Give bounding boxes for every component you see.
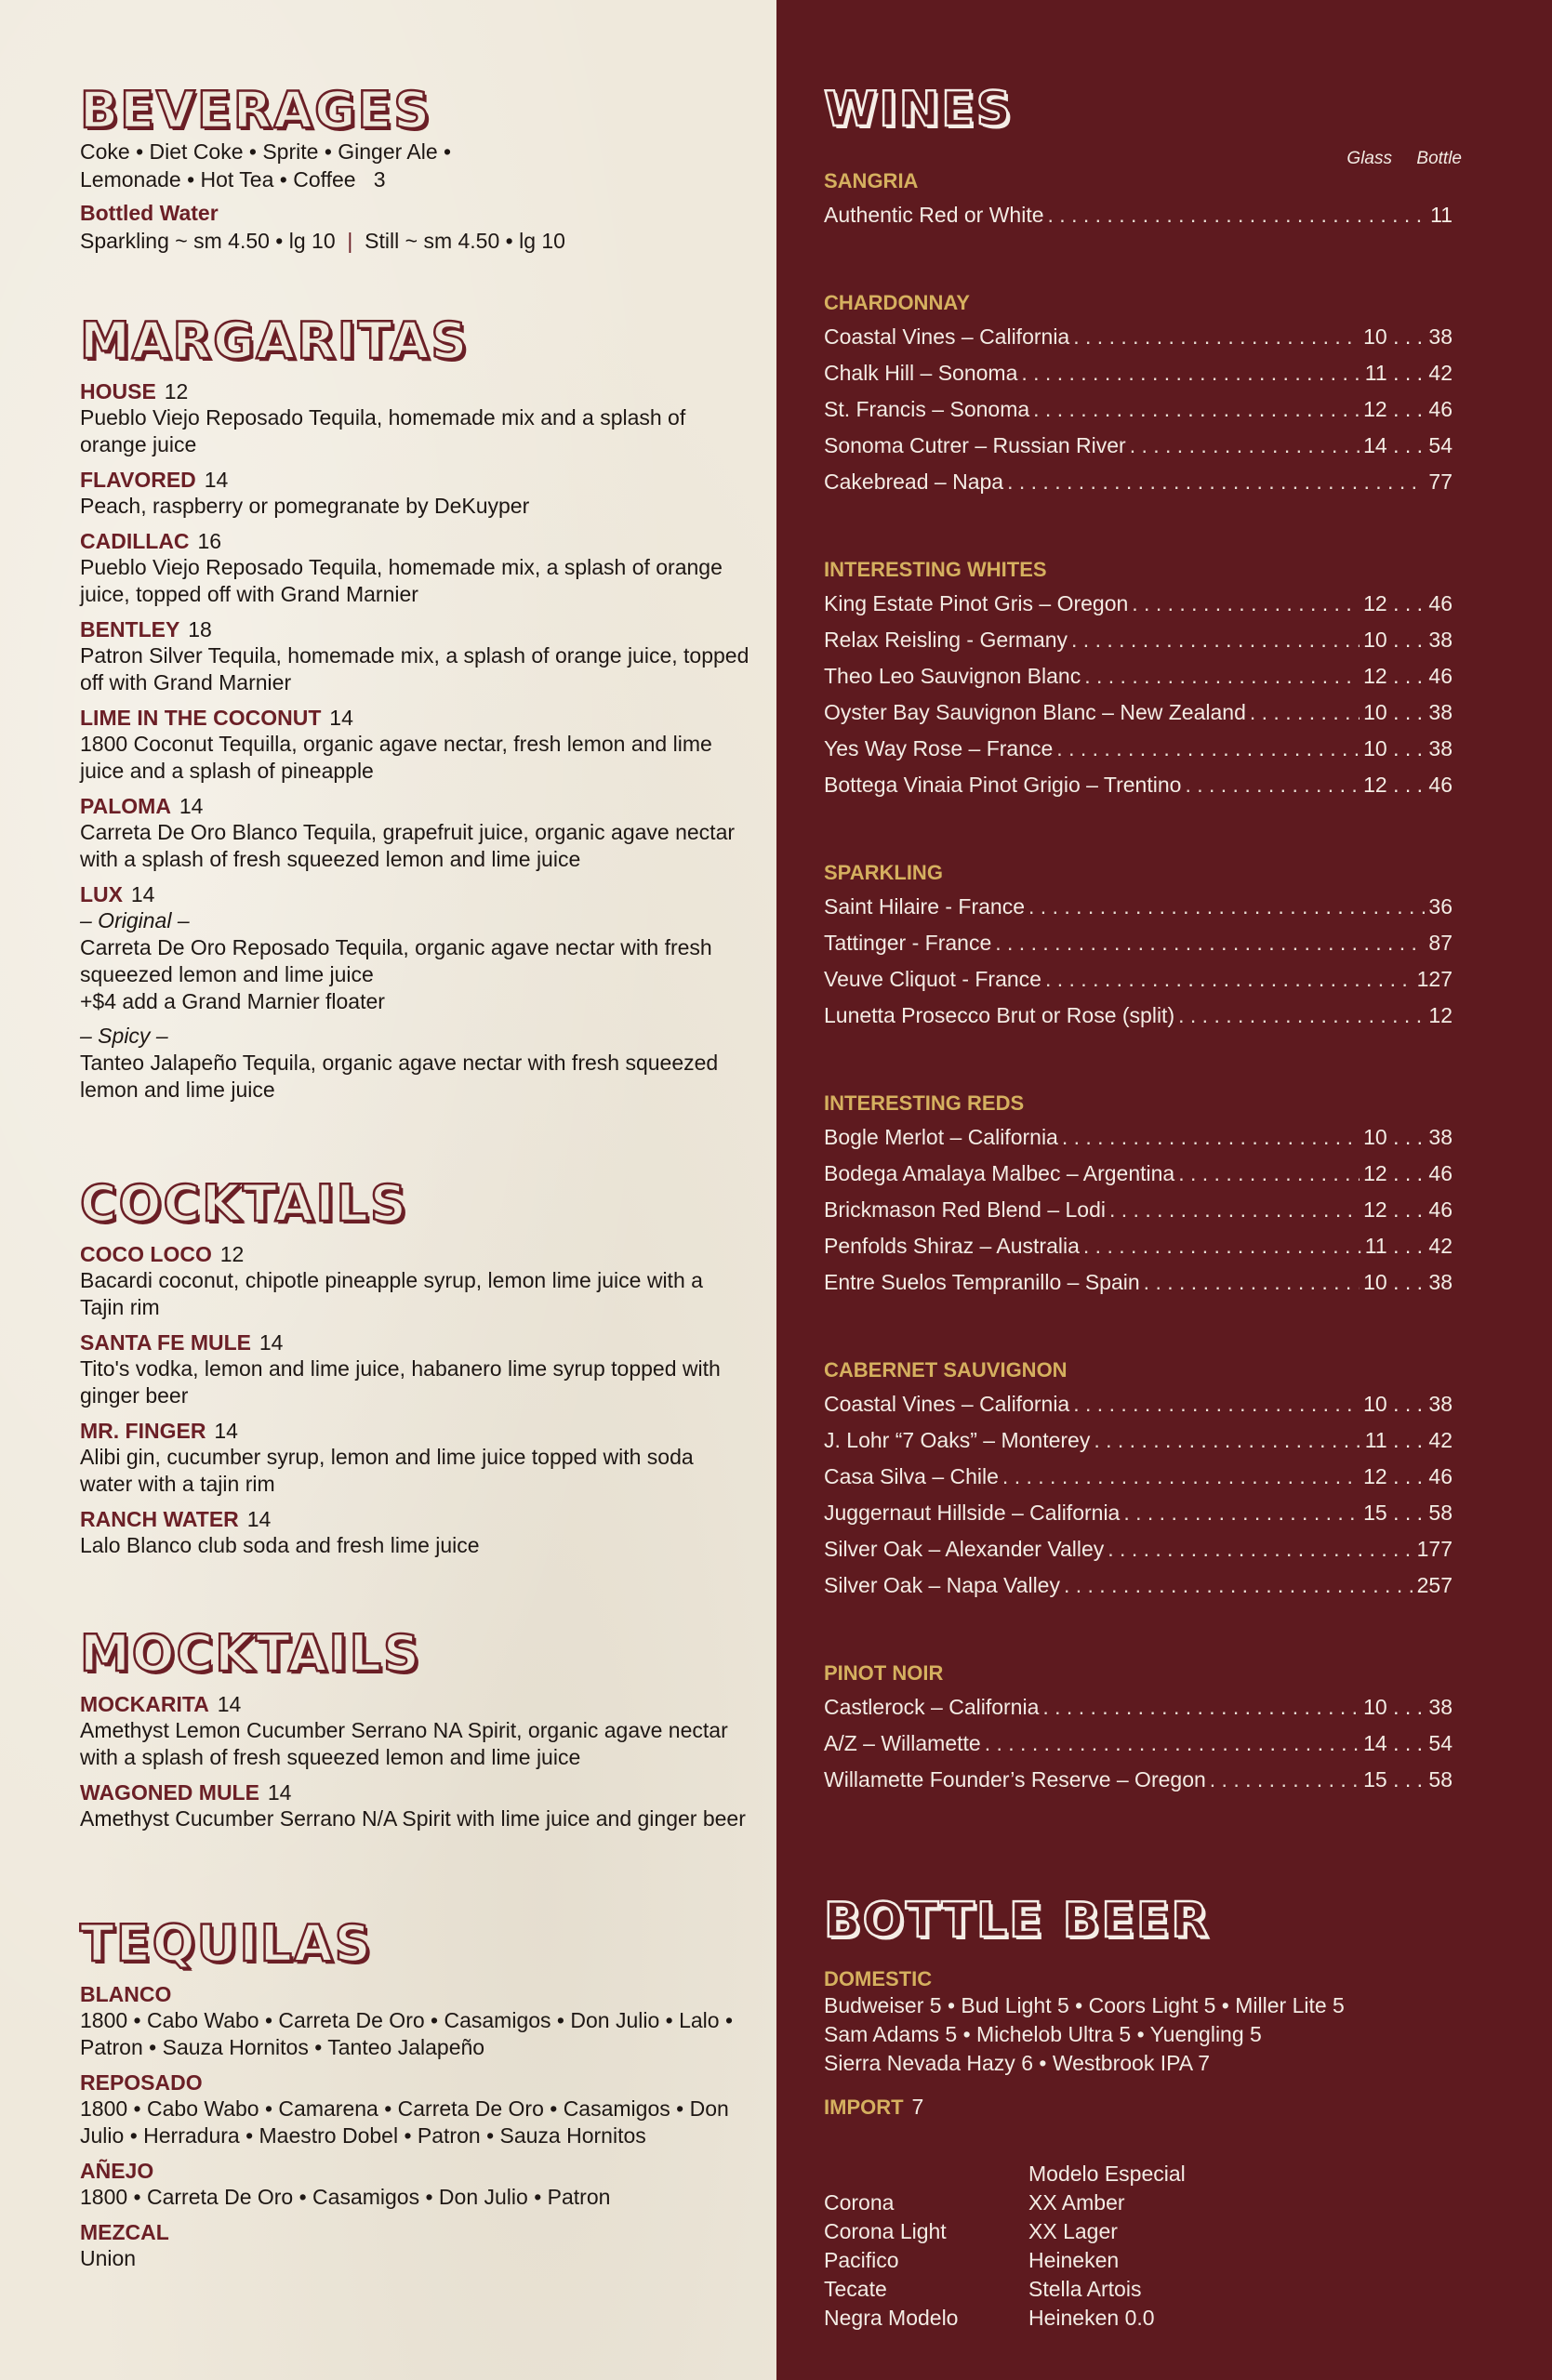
glass-label: Glass xyxy=(1346,149,1392,168)
wine-name: Veuve Cliquot - France xyxy=(824,967,1041,991)
item-description: Patron Silver Tequila, homemade mix, a splash of orange juice, topped off with Grand Marnier xyxy=(80,643,749,694)
wine-row xyxy=(824,925,1453,961)
wine-row xyxy=(824,1726,1453,1762)
wine-prices: 14 . . . 54 xyxy=(1363,433,1453,457)
menu-item-a-ejo xyxy=(80,2159,749,2211)
wine-section-interesting-reds xyxy=(824,1091,1453,1301)
wine-category-heading: CHARDONNAY xyxy=(824,291,970,314)
dot-leader xyxy=(1083,1228,1361,1264)
margaritas-title: MARGARITAS xyxy=(80,311,470,370)
item-description: Lalo Blanco club soda and fresh lime juice xyxy=(80,1533,480,1557)
wine-name: Penfolds Shiraz – Australia xyxy=(824,1234,1080,1258)
dot-leader xyxy=(1028,889,1425,925)
dot-leader xyxy=(1178,1156,1360,1192)
item-description: Pueblo Viejo Reposado Tequila, homemade mix, a splash of orange juice, topped off with Grand Marnier xyxy=(80,555,723,606)
lux-spicy-label: – Spicy – xyxy=(80,1024,168,1048)
dot-leader xyxy=(1064,1567,1413,1604)
wine-prices: 12 . . . 46 xyxy=(1363,1161,1453,1185)
wine-name: Chalk Hill – Sonoma xyxy=(824,361,1018,385)
item-description: Bacardi coconut, chipotle pineapple syrup, lemon lime juice with a Tajin rim xyxy=(80,1268,703,1319)
wine-row xyxy=(824,1422,1453,1459)
item-name: REPOSADO xyxy=(80,2070,203,2095)
item-price: 12 xyxy=(219,1242,245,1266)
tequilas-title: TEQUILAS xyxy=(80,1914,373,1973)
wine-prices: 10 . . . 38 xyxy=(1363,736,1453,760)
wine-name: Brickmason Red Blend – Lodi xyxy=(824,1197,1106,1222)
menu-item-mezcal xyxy=(80,2220,749,2272)
import-beer: Modelo Especial xyxy=(1028,2162,1186,2186)
beer-title: BOTTLE BEER xyxy=(824,1893,1211,1949)
dot-leader xyxy=(1185,767,1360,803)
wine-name: Tattinger - France xyxy=(824,931,992,955)
cocktails-section xyxy=(80,1175,749,1559)
dot-leader xyxy=(1250,694,1360,731)
wine-name: J. Lohr “7 Oaks” – Monterey xyxy=(824,1428,1091,1452)
wine-prices: 10 . . . 38 xyxy=(1363,324,1453,349)
wine-prices: 11 xyxy=(1430,203,1453,227)
wine-row xyxy=(824,658,1453,694)
item-name: CADILLAC xyxy=(80,529,190,553)
mocktails-section xyxy=(80,1625,749,1832)
dot-leader xyxy=(1007,464,1425,500)
wine-section-pinot-noir xyxy=(824,1661,1453,1798)
wine-section-interesting-whites xyxy=(824,558,1453,803)
item-price: 14 xyxy=(259,1330,284,1355)
dot-leader xyxy=(1084,658,1360,694)
item-description: Tito's vodka, lemon and lime juice, habanero lime syrup topped with ginger beer xyxy=(80,1356,721,1408)
wine-name: Coastal Vines – California xyxy=(824,324,1070,349)
wine-row xyxy=(824,1689,1453,1726)
wine-row xyxy=(824,889,1453,925)
item-price: 16 xyxy=(197,529,222,553)
dot-leader xyxy=(1210,1762,1360,1798)
dot-leader xyxy=(1062,1119,1360,1156)
wine-category-heading: CABERNET SAUVIGNON xyxy=(824,1358,1068,1382)
wine-row xyxy=(824,731,1453,767)
dot-leader xyxy=(1094,1422,1360,1459)
dot-leader xyxy=(985,1726,1360,1762)
wine-row xyxy=(824,694,1453,731)
item-description: Union xyxy=(80,2246,137,2270)
item-name: COCO LOCO xyxy=(80,1242,212,1266)
import-beer: Corona Light xyxy=(824,2219,947,2243)
wine-row xyxy=(824,1228,1453,1264)
item-price: 14 xyxy=(179,794,204,818)
wine-section-sparkling xyxy=(824,861,1453,1034)
water-still: Still ~ sm 4.50 • lg 10 xyxy=(365,229,565,253)
dot-leader xyxy=(1045,961,1413,998)
cocktails-title: COCKTAILS xyxy=(80,1174,408,1233)
dot-leader xyxy=(1021,355,1360,391)
item-price: 14 xyxy=(217,1692,242,1716)
wine-name: Coastal Vines – California xyxy=(824,1392,1070,1416)
wine-prices: 87 xyxy=(1428,931,1453,955)
wine-row xyxy=(824,319,1453,355)
beverages-section xyxy=(80,82,749,255)
dot-leader xyxy=(1056,731,1360,767)
wine-row xyxy=(824,961,1453,998)
item-price: 14 xyxy=(204,468,229,492)
menu-item-mr-finger xyxy=(80,1419,749,1498)
lux-original-label: – Original – xyxy=(80,908,190,932)
beverages-line2: Lemonade • Hot Tea • Coffee xyxy=(80,167,356,192)
wine-name: Authentic Red or White xyxy=(824,203,1044,227)
wine-row xyxy=(824,197,1453,233)
wine-name: A/Z – Willamette xyxy=(824,1731,981,1755)
item-price: 14 xyxy=(130,882,155,906)
wine-name: Cakebread – Napa xyxy=(824,469,1004,494)
wine-prices: 10 . . . 38 xyxy=(1363,628,1453,652)
item-name: PALOMA xyxy=(80,794,171,818)
wine-row xyxy=(824,586,1453,622)
beverages-price: 3 xyxy=(373,167,386,192)
import-beer: Heineken xyxy=(1028,2248,1120,2272)
import-price: 7 xyxy=(911,2095,924,2119)
item-name: MR. FINGER xyxy=(80,1419,206,1443)
item-description: 1800 • Cabo Wabo • Carreta De Oro • Casamigos • Don Julio • Lalo • Patron • Sauza Hornitos • Tanteo Jalapeño xyxy=(80,2008,734,2059)
wine-prices: 77 xyxy=(1428,469,1453,494)
wine-name: Bottega Vinaia Pinot Grigio – Trentino xyxy=(824,773,1182,797)
wine-prices: 11 . . . 42 xyxy=(1364,361,1453,385)
item-name: LUX xyxy=(80,882,123,906)
dot-leader xyxy=(995,925,1425,961)
item-price: 12 xyxy=(164,379,189,403)
mocktails-title: MOCKTAILS xyxy=(80,1624,421,1683)
item-name: SANTA FE MULE xyxy=(80,1330,251,1355)
dot-leader xyxy=(1109,1192,1360,1228)
wine-prices: 15 . . . 58 xyxy=(1363,1501,1453,1525)
wine-prices: 10 . . . 38 xyxy=(1363,1270,1453,1294)
beer-section xyxy=(824,1893,1462,2330)
lux-original-desc: Carreta De Oro Reposado Tequila, organic agave nectar with fresh squeezed lemon and lime juice xyxy=(80,935,712,986)
wine-name: Relax Reisling - Germany xyxy=(824,628,1068,652)
item-description: Carreta De Oro Blanco Tequila, grapefruit juice, organic agave nectar with a splash of fresh squeezed lemon and lime juice xyxy=(80,820,736,871)
wine-category-heading: PINOT NOIR xyxy=(824,1661,944,1685)
water-separator: | xyxy=(347,229,353,253)
wine-row xyxy=(824,355,1453,391)
dot-leader xyxy=(1042,1689,1360,1726)
wine-name: Bodega Amalaya Malbec – Argentina xyxy=(824,1161,1175,1185)
bottled-water-label: Bottled Water xyxy=(80,201,219,225)
import-beer: Stella Artois xyxy=(1028,2277,1142,2301)
menu-item-cadillac xyxy=(80,529,749,608)
wine-name: Saint Hilaire - France xyxy=(824,894,1026,919)
wine-category-heading: SANGRIA xyxy=(824,169,919,192)
wine-prices: 15 . . . 58 xyxy=(1363,1767,1453,1792)
wine-prices: 12 . . . 46 xyxy=(1363,1197,1453,1222)
menu-item-santa-fe-mule xyxy=(80,1330,749,1409)
dot-leader xyxy=(1048,197,1427,233)
item-price: 14 xyxy=(214,1419,238,1443)
wine-row xyxy=(824,1495,1453,1531)
menu-item-lime-in-the-coconut xyxy=(80,706,749,785)
item-name: WAGONED MULE xyxy=(80,1780,259,1805)
beverages-line1: Coke • Diet Coke • Sprite • Ginger Ale • xyxy=(80,139,452,164)
item-name: FLAVORED xyxy=(80,468,196,492)
item-description: Amethyst Lemon Cucumber Serrano NA Spirit, organic agave nectar with a splash of fresh squeezed lemon and lime juice xyxy=(80,1718,728,1769)
menu-item-ranch-water xyxy=(80,1507,749,1559)
import-beer: Heineken 0.0 xyxy=(1028,2306,1155,2330)
menu-item-blanco xyxy=(80,1982,749,2061)
wine-prices: 127 xyxy=(1416,967,1453,991)
wine-section-sangria xyxy=(824,169,1453,233)
wine-category-heading: INTERESTING WHITES xyxy=(824,558,1047,581)
wine-prices: 10 . . . 38 xyxy=(1363,1125,1453,1149)
beverages-title: BEVERAGES xyxy=(80,81,432,139)
item-name: MOCKARITA xyxy=(80,1692,209,1716)
wine-prices: 12 . . . 46 xyxy=(1363,773,1453,797)
import-beer: Corona xyxy=(824,2190,895,2215)
item-name: BLANCO xyxy=(80,1982,172,2006)
wine-row xyxy=(824,622,1453,658)
wine-prices: 12 . . . 46 xyxy=(1363,1464,1453,1488)
wine-prices: 10 . . . 38 xyxy=(1363,1392,1453,1416)
wine-name: Silver Oak – Napa Valley xyxy=(824,1573,1060,1597)
wine-prices: 257 xyxy=(1416,1573,1453,1597)
item-name: LIME IN THE COCONUT xyxy=(80,706,322,730)
wine-name: Oyster Bay Sauvignon Blanc – New Zealand xyxy=(824,700,1246,724)
domestic-beer-line: Sam Adams 5 • Michelob Ultra 5 • Yuengling 5 xyxy=(824,2022,1262,2046)
wine-name: Willamette Founder’s Reserve – Oregon xyxy=(824,1767,1206,1792)
menu-item-paloma xyxy=(80,794,749,873)
dot-leader xyxy=(1130,428,1360,464)
lux-original-addon: +$4 add a Grand Marnier floater xyxy=(80,989,385,1013)
item-name: RANCH WATER xyxy=(80,1507,239,1531)
item-price: 18 xyxy=(188,617,212,641)
dot-leader xyxy=(1033,391,1360,428)
item-price: 14 xyxy=(246,1507,272,1531)
dot-leader xyxy=(1123,1495,1360,1531)
item-description: Pueblo Viejo Reposado Tequila, homemade mix and a splash of orange juice xyxy=(80,405,686,456)
import-beer: Negra Modelo xyxy=(824,2306,959,2330)
item-description: 1800 Coconut Tequilla, organic agave nectar, fresh lemon and lime juice and a splash of pineapple xyxy=(80,732,712,783)
wine-prices: 12 . . . 46 xyxy=(1363,664,1453,688)
item-description: 1800 • Carreta De Oro • Casamigos • Don Julio • Patron xyxy=(80,2185,611,2209)
wine-name: Sonoma Cutrer – Russian River xyxy=(824,433,1126,457)
import-beer: XX Amber xyxy=(1028,2190,1125,2215)
item-name: AÑEJO xyxy=(80,2159,154,2183)
wine-row xyxy=(824,1762,1453,1798)
item-price: 14 xyxy=(267,1780,292,1805)
dot-leader xyxy=(1108,1531,1413,1567)
domestic-label: DOMESTIC xyxy=(824,1967,933,1990)
wine-row xyxy=(824,1531,1453,1567)
item-description: Amethyst Cucumber Serrano N/A Spirit with lime juice and ginger beer xyxy=(80,1806,746,1831)
dot-leader xyxy=(1073,319,1360,355)
wine-prices: 36 xyxy=(1428,894,1453,919)
wine-category-heading: SPARKLING xyxy=(824,861,943,884)
wine-name: Entre Suelos Tempranillo – Spain xyxy=(824,1270,1140,1294)
wine-name: Yes Way Rose – France xyxy=(824,736,1054,760)
import-beer: XX Lager xyxy=(1028,2219,1118,2243)
menu-item-reposado xyxy=(80,2070,749,2149)
wine-name: Castlerock – California xyxy=(824,1695,1040,1719)
wine-name: Juggernaut Hillside – California xyxy=(824,1501,1121,1525)
wine-row xyxy=(824,767,1453,803)
menu-item-lux xyxy=(80,882,749,1104)
wine-name: Theo Leo Sauvignon Blanc xyxy=(824,664,1081,688)
lux-spicy-desc: Tanteo Jalapeño Tequila, organic agave nectar with fresh squeezed lemon and lime juice xyxy=(80,1051,719,1102)
item-name: BENTLEY xyxy=(80,617,180,641)
item-description: Alibi gin, cucumber syrup, lemon and lime juice topped with soda water with a tajin rim xyxy=(80,1445,694,1496)
wine-name: Bogle Merlot – California xyxy=(824,1125,1058,1149)
margaritas-section xyxy=(80,312,749,1104)
tequilas-section xyxy=(80,1915,749,2272)
wines-title: WINES xyxy=(824,82,1014,138)
domestic-beer-line: Sierra Nevada Hazy 6 • Westbrook IPA 7 xyxy=(824,2051,1210,2075)
wine-row xyxy=(824,1192,1453,1228)
menu-item-bentley xyxy=(80,617,749,696)
wine-row xyxy=(824,1156,1453,1192)
wine-category-heading: INTERESTING REDS xyxy=(824,1091,1025,1115)
wine-row xyxy=(824,1264,1453,1301)
wine-prices: 12 . . . 46 xyxy=(1363,397,1453,421)
item-description: Peach, raspberry or pomegranate by DeKuyper xyxy=(80,494,530,518)
dot-leader xyxy=(1002,1459,1360,1495)
menu-item-house xyxy=(80,379,749,458)
wines-section xyxy=(824,82,1462,1798)
item-name: MEZCAL xyxy=(80,2220,169,2244)
wine-name: Casa Silva – Chile xyxy=(824,1464,999,1488)
import-beer: Pacifico xyxy=(824,2248,899,2272)
wine-prices: 14 . . . 54 xyxy=(1363,1731,1453,1755)
wine-prices: 12 . . . 46 xyxy=(1363,591,1453,615)
wine-name: King Estate Pinot Gris – Oregon xyxy=(824,591,1129,615)
bottle-label: Bottle xyxy=(1416,149,1462,168)
item-description: 1800 • Cabo Wabo • Camarena • Carreta De Oro • Casamigos • Don Julio • Herradura • Maestro Dobel • Patron • Sauza Hornitos xyxy=(80,2096,729,2148)
menu-item-mockarita xyxy=(80,1692,749,1771)
wine-section-chardonnay xyxy=(824,291,1453,500)
wine-prices: 10 . . . 38 xyxy=(1363,700,1453,724)
dot-leader xyxy=(1071,622,1360,658)
dot-leader xyxy=(1132,586,1360,622)
item-price: 14 xyxy=(329,706,353,730)
wine-row xyxy=(824,1386,1453,1422)
wine-prices: 177 xyxy=(1416,1537,1453,1561)
menu-item-wagoned-mule xyxy=(80,1780,749,1832)
wine-name: Lunetta Prosecco Brut or Rose (split) xyxy=(824,1003,1175,1027)
wine-row xyxy=(824,464,1453,500)
dot-leader xyxy=(1144,1264,1360,1301)
wine-row xyxy=(824,391,1453,428)
menu-item-coco-loco xyxy=(80,1242,749,1321)
wine-prices: 12 xyxy=(1428,1003,1453,1027)
dot-leader xyxy=(1178,998,1425,1034)
wine-row xyxy=(824,428,1453,464)
wine-column-headers xyxy=(1346,149,1462,169)
wine-section-cabernet-sauvignon xyxy=(824,1358,1453,1604)
domestic-beer-line: Budweiser 5 • Bud Light 5 • Coors Light 5 • Miller Lite 5 xyxy=(824,1993,1345,2017)
wine-name: St. Francis – Sonoma xyxy=(824,397,1030,421)
dot-leader xyxy=(1073,1386,1360,1422)
wine-row xyxy=(824,1567,1453,1604)
item-name: HOUSE xyxy=(80,379,156,403)
wine-row xyxy=(824,998,1453,1034)
wine-row xyxy=(824,1119,1453,1156)
import-beer: Tecate xyxy=(824,2277,887,2301)
water-sparkling: Sparkling ~ sm 4.50 • lg 10 xyxy=(80,229,336,253)
menu-item-flavored xyxy=(80,468,749,520)
wine-prices: 10 . . . 38 xyxy=(1363,1695,1453,1719)
wine-name: Silver Oak – Alexander Valley xyxy=(824,1537,1105,1561)
wine-prices: 11 . . . 42 xyxy=(1364,1428,1453,1452)
wine-row xyxy=(824,1459,1453,1495)
wine-prices: 11 . . . 42 xyxy=(1364,1234,1453,1258)
import-label: IMPORT xyxy=(824,2096,904,2119)
